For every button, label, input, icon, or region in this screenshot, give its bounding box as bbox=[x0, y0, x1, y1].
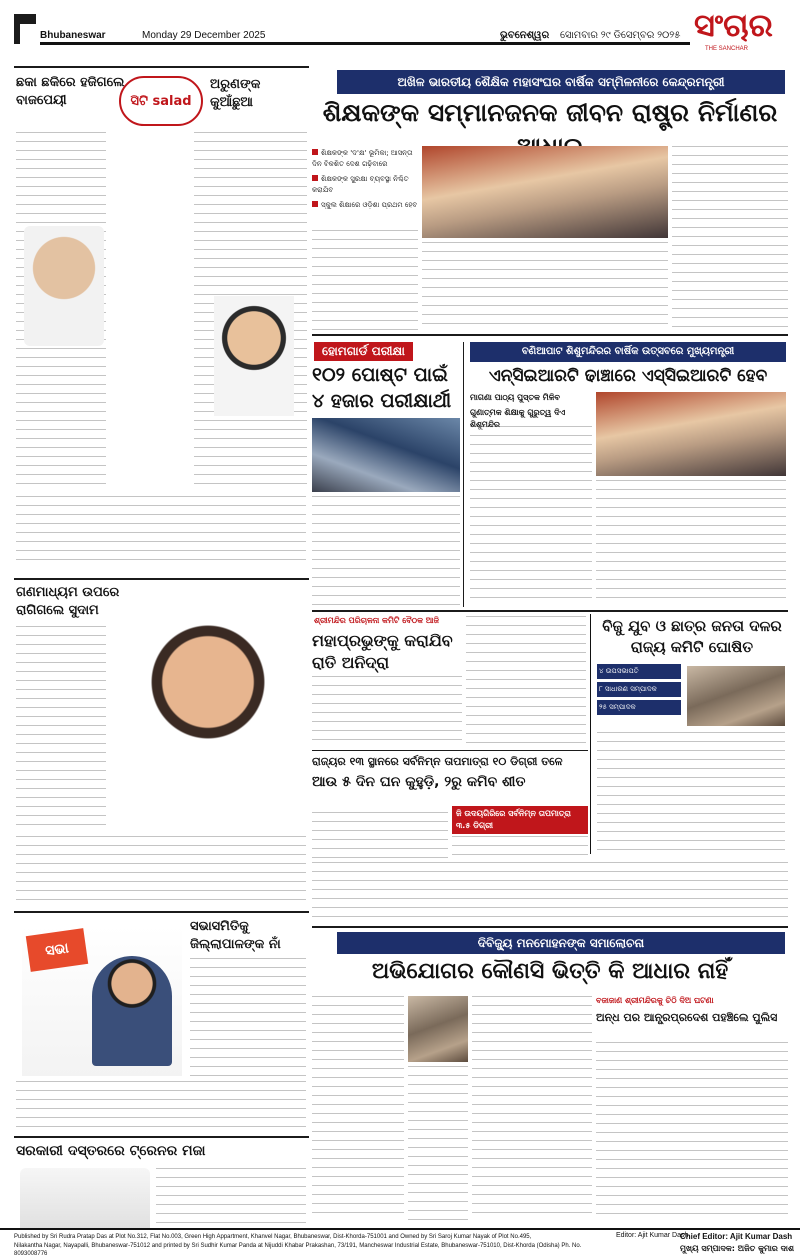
story-text-block bbox=[16, 496, 306, 566]
story-text-block bbox=[672, 146, 788, 330]
mahaprabhu-kicker: ଶ୍ରୀମନ୍ଦିର ପରିଚାଳନା କମିଟି ବୈଠକ ଆଜି bbox=[314, 616, 440, 625]
story-text-block bbox=[470, 426, 592, 606]
imprint-line-1: Published by Sri Rudra Pratap Das at Plot No.312, Flat No.003, Green High Appartment, Khanvel Nagar, Bhubaneswar, Dist-Khorda-751001 and Owned by Sri Saroj Kumar Nayak of Plot No.495, bbox=[14, 1234, 532, 1240]
weather-box-title: ଜି ଉଦୟଗିରିରେ ସର୍ବନିମ୍ନ ତାପମାତ୍ରା ୩.୫ ଡିଗ୍ରୀ bbox=[452, 806, 588, 834]
story-text-block bbox=[596, 1042, 788, 1220]
bullet-item: ଶିକ୍ଷକଙ୍କ ସୁରକ୍ଷା ବ୍ୟବସ୍ଥା ନିଶ୍ଚିତ କରାଯିବ bbox=[312, 175, 409, 194]
sudam-caricature bbox=[110, 606, 306, 796]
story-text-block bbox=[312, 230, 418, 330]
story-text-block bbox=[312, 812, 448, 860]
masthead bbox=[0, 0, 800, 62]
bullet-icon bbox=[312, 149, 318, 155]
biju-story bbox=[590, 614, 788, 854]
story-text-block bbox=[16, 626, 106, 826]
editor-credit: Editor: Ajit Kumar Dash bbox=[616, 1232, 689, 1239]
cartoon-title: ଅରୁଣଙ୍କ କୁଆଁଛୁଆ bbox=[210, 77, 261, 110]
homeguard-headline: ୧୦୨ ପୋଷ୍ଟ ପାଇଁ ୪ ହଜାର ପରୀକ୍ଷାର୍ଥୀ bbox=[312, 364, 452, 412]
bottom-story-headline: ଅଭିଯୋଗର କୌଣସି ଭିତ୍ତି କି ଆଧାର ନାହିଁ bbox=[371, 959, 729, 984]
cm-story-kicker: ବଣିଆପାଟ ଶିଶୁମନ୍ଦିରର ବାର୍ଷିକ ଉତ୍ସବରେ ମୁଖ୍ୟମନ୍ତ୍ରୀ bbox=[470, 342, 786, 362]
column-rule bbox=[14, 578, 309, 580]
city-salad-logo: ସିଟି salad bbox=[119, 76, 203, 126]
top-story-kicker: ଅଖିଳ ଭାରତୀୟ ଶୈକ୍ଷିକ ମହାସଂଘର ବାର୍ଷିକ ସମ୍ମିଳନୀରେ କେନ୍ଦ୍ରମନ୍ତ୍ରୀ bbox=[337, 70, 785, 94]
column-rule bbox=[14, 66, 309, 68]
bullet-item: ଗୁଣାତ୍ମକ ଶିକ୍ଷାକୁ ଗୁରୁତ୍ୱ ଦିଏ ଶିଶୁମନ୍ଦିର bbox=[470, 408, 566, 429]
bottom-story-photo bbox=[408, 996, 468, 1062]
story-text-block bbox=[472, 996, 592, 1220]
weather-headline: ଆଉ ୫ ଦିନ ଘନ କୁହୁଡ଼ି, ୨ରୁ କମିବ ଶୀତ bbox=[312, 774, 526, 790]
arun-cartoon bbox=[214, 296, 294, 416]
bullet-item: ୮ ସାଧାରଣ ସମ୍ପାଦକ bbox=[597, 682, 681, 697]
imprint-line-2: Nilakantha Nagar, Nayapalli, Bhubaneswar-751012 and printed by Sri Sudhir Kumar Panda at Nijuddi Khabar Prakashan, 73/191, Mancheswar Industrial Estate, Bhubaneswar-751010, Dist-Khorda (Odisha) Ph. No. 8093008776 bbox=[14, 1243, 582, 1257]
section-rule bbox=[312, 610, 788, 612]
story-text-block bbox=[312, 496, 460, 606]
newspaper-logo-sub: THE SANCHAR bbox=[705, 46, 749, 52]
vajpayee-cartoon bbox=[24, 226, 104, 346]
collector-cartoon bbox=[22, 926, 182, 1076]
column-title: ଛକା ଛକିରେ ହଜିଗଲେ ବାଜପେୟୀ bbox=[16, 75, 125, 108]
story-text-block bbox=[408, 1066, 468, 1220]
story-text-block bbox=[312, 996, 404, 1220]
homeguard-kicker: ହୋମଗାର୍ଡ ପରୀକ୍ଷା bbox=[314, 342, 413, 361]
bullet-item: ମାଗଣା ପାଠ୍ୟ ପୁସ୍ତକ ମିଳିବ bbox=[470, 393, 560, 402]
story-text-block bbox=[597, 732, 785, 850]
homeguard-photo bbox=[312, 418, 460, 492]
story4-title: ସରକାରୀ ଦସ୍ତରରେ ଟ୍ରେନର ମଜା bbox=[16, 1143, 206, 1159]
bullet-item: ୪ ଉପସଭାପତି bbox=[597, 664, 681, 679]
weather-kicker: ରାଜ୍ୟର ୧୩ ସ୍ଥାନରେ ସର୍ବନିମ୍ନ ତାପମାତ୍ରା ୧୦ ଡିଗ୍ରୀ ତଳେ bbox=[312, 755, 563, 768]
story-text-block bbox=[422, 242, 668, 330]
section-rule bbox=[312, 750, 588, 751]
chief-editor-credit-odia: ମୁଖ୍ୟ ସମ୍ପାଦକ: ଅଜିତ କୁମାର ଦାଶ bbox=[680, 1244, 794, 1253]
story2-title: ଗଣମାଧ୍ୟମ ଉପରେ ରାଗିଗଲେ ସୁଦାମ bbox=[16, 585, 120, 618]
bullet-item: ସ୍କୁଲ ଶିକ୍ଷାରେ ଓଡ଼ିଶା ପ୍ରଥମ ହେବ bbox=[312, 200, 418, 211]
story-text-block bbox=[466, 616, 586, 746]
biju-bullets bbox=[597, 664, 681, 715]
column-rule bbox=[14, 911, 309, 913]
story-text-block bbox=[312, 676, 462, 746]
bullet-icon bbox=[312, 175, 318, 181]
story-text-block bbox=[596, 480, 786, 606]
chief-editor-credit: Chief Editor: Ajit Kumar Dash bbox=[680, 1232, 793, 1241]
side-story-headline: ଅନ୍ଧ ପର ଆନ୍ଧ୍ରପ୍ରଦେଶ ପହଞ୍ଚିଲେ ପୁଲିସ bbox=[596, 1011, 778, 1024]
bullet-icon bbox=[312, 201, 318, 207]
page-corner-mark bbox=[14, 14, 36, 44]
story-text-block bbox=[156, 1168, 306, 1232]
mahaprabhu-headline: ମହାପ୍ରଭୁଙ୍କୁ କରାଯିବ ରାତି ଅନିଦ୍ରା bbox=[312, 631, 453, 672]
top-story-headline: ଶିକ୍ଷକଙ୍କ ସମ୍ମାନଜନକ ଜୀବନ ରାଷ୍ଟ୍ର ନିର୍ମାଣର bbox=[322, 98, 778, 127]
cm-story-photo bbox=[596, 392, 786, 476]
story-text-block bbox=[190, 958, 306, 1078]
side-story-kicker: ବଜାଜାଣ ଶ୍ରୀମନ୍ଦିରକୁ ଚିଠି ଦିଅ ଘଟଣା bbox=[596, 996, 714, 1005]
cm-story-headline: ଏନ୍‌ସିଇଆରଟି ଢାଞ୍ଚାରେ ଏସ୍‌ସିଇଆରଟି ହେବ bbox=[488, 366, 768, 386]
city-label-odia: ଭୁବନେଶ୍ୱର bbox=[500, 30, 550, 41]
collector-figure bbox=[92, 956, 172, 1066]
newspaper-logo: ସଂଚାର bbox=[694, 6, 773, 44]
biju-photo bbox=[687, 666, 785, 726]
date-label: Monday 29 December 2025 bbox=[142, 30, 266, 41]
left-column bbox=[14, 66, 309, 1196]
biju-headline: ବିଜୁ ଯୁବ ଓ ଛାତ୍ର ଜନତା ଦଳର ରାଜ୍ୟ କମିଟି ଘୋଷିତ bbox=[602, 617, 782, 656]
bullet-item: ୨୫ ସମ୍ପାଦକ bbox=[597, 700, 681, 715]
masthead-rule bbox=[40, 42, 690, 45]
top-story-bullets bbox=[312, 148, 418, 211]
date-label-odia: ସୋମବାର ୨୯ ଡିସେମ୍ବର ୨୦୨୫ bbox=[560, 30, 681, 41]
section-rule bbox=[312, 926, 788, 928]
story3-title: ସଭାସମିତିକୁ ଜିଲ୍ଲାପାଳଙ୍କ ନାଁ bbox=[190, 919, 281, 952]
column-divider bbox=[463, 342, 464, 607]
section-rule bbox=[312, 334, 788, 336]
column-rule bbox=[14, 1136, 309, 1138]
meeting-sign: ସଭା bbox=[26, 928, 88, 972]
story-text-block bbox=[312, 862, 788, 922]
bullet-item: ଶିକ୍ଷକଙ୍କ 'ଦ'କ୍ଷ' ଭୂମିକା; ଆସନ୍ତା ଦିନ ବିକଶିତ ଦେଶ ଗଢ଼ିବାରେ bbox=[312, 149, 413, 168]
story-text-block bbox=[16, 1081, 306, 1131]
city-label: Bhubaneswar bbox=[40, 30, 106, 41]
bottom-story-kicker: ଦିବିଜ୍ୟୁ ମନମୋହନଙ୍କ ସମାଲୋଚନା bbox=[337, 932, 785, 954]
imprint-footer bbox=[0, 1228, 800, 1259]
story-text-block bbox=[452, 836, 588, 858]
story-text-block bbox=[16, 836, 306, 906]
top-story-photo bbox=[422, 146, 668, 238]
